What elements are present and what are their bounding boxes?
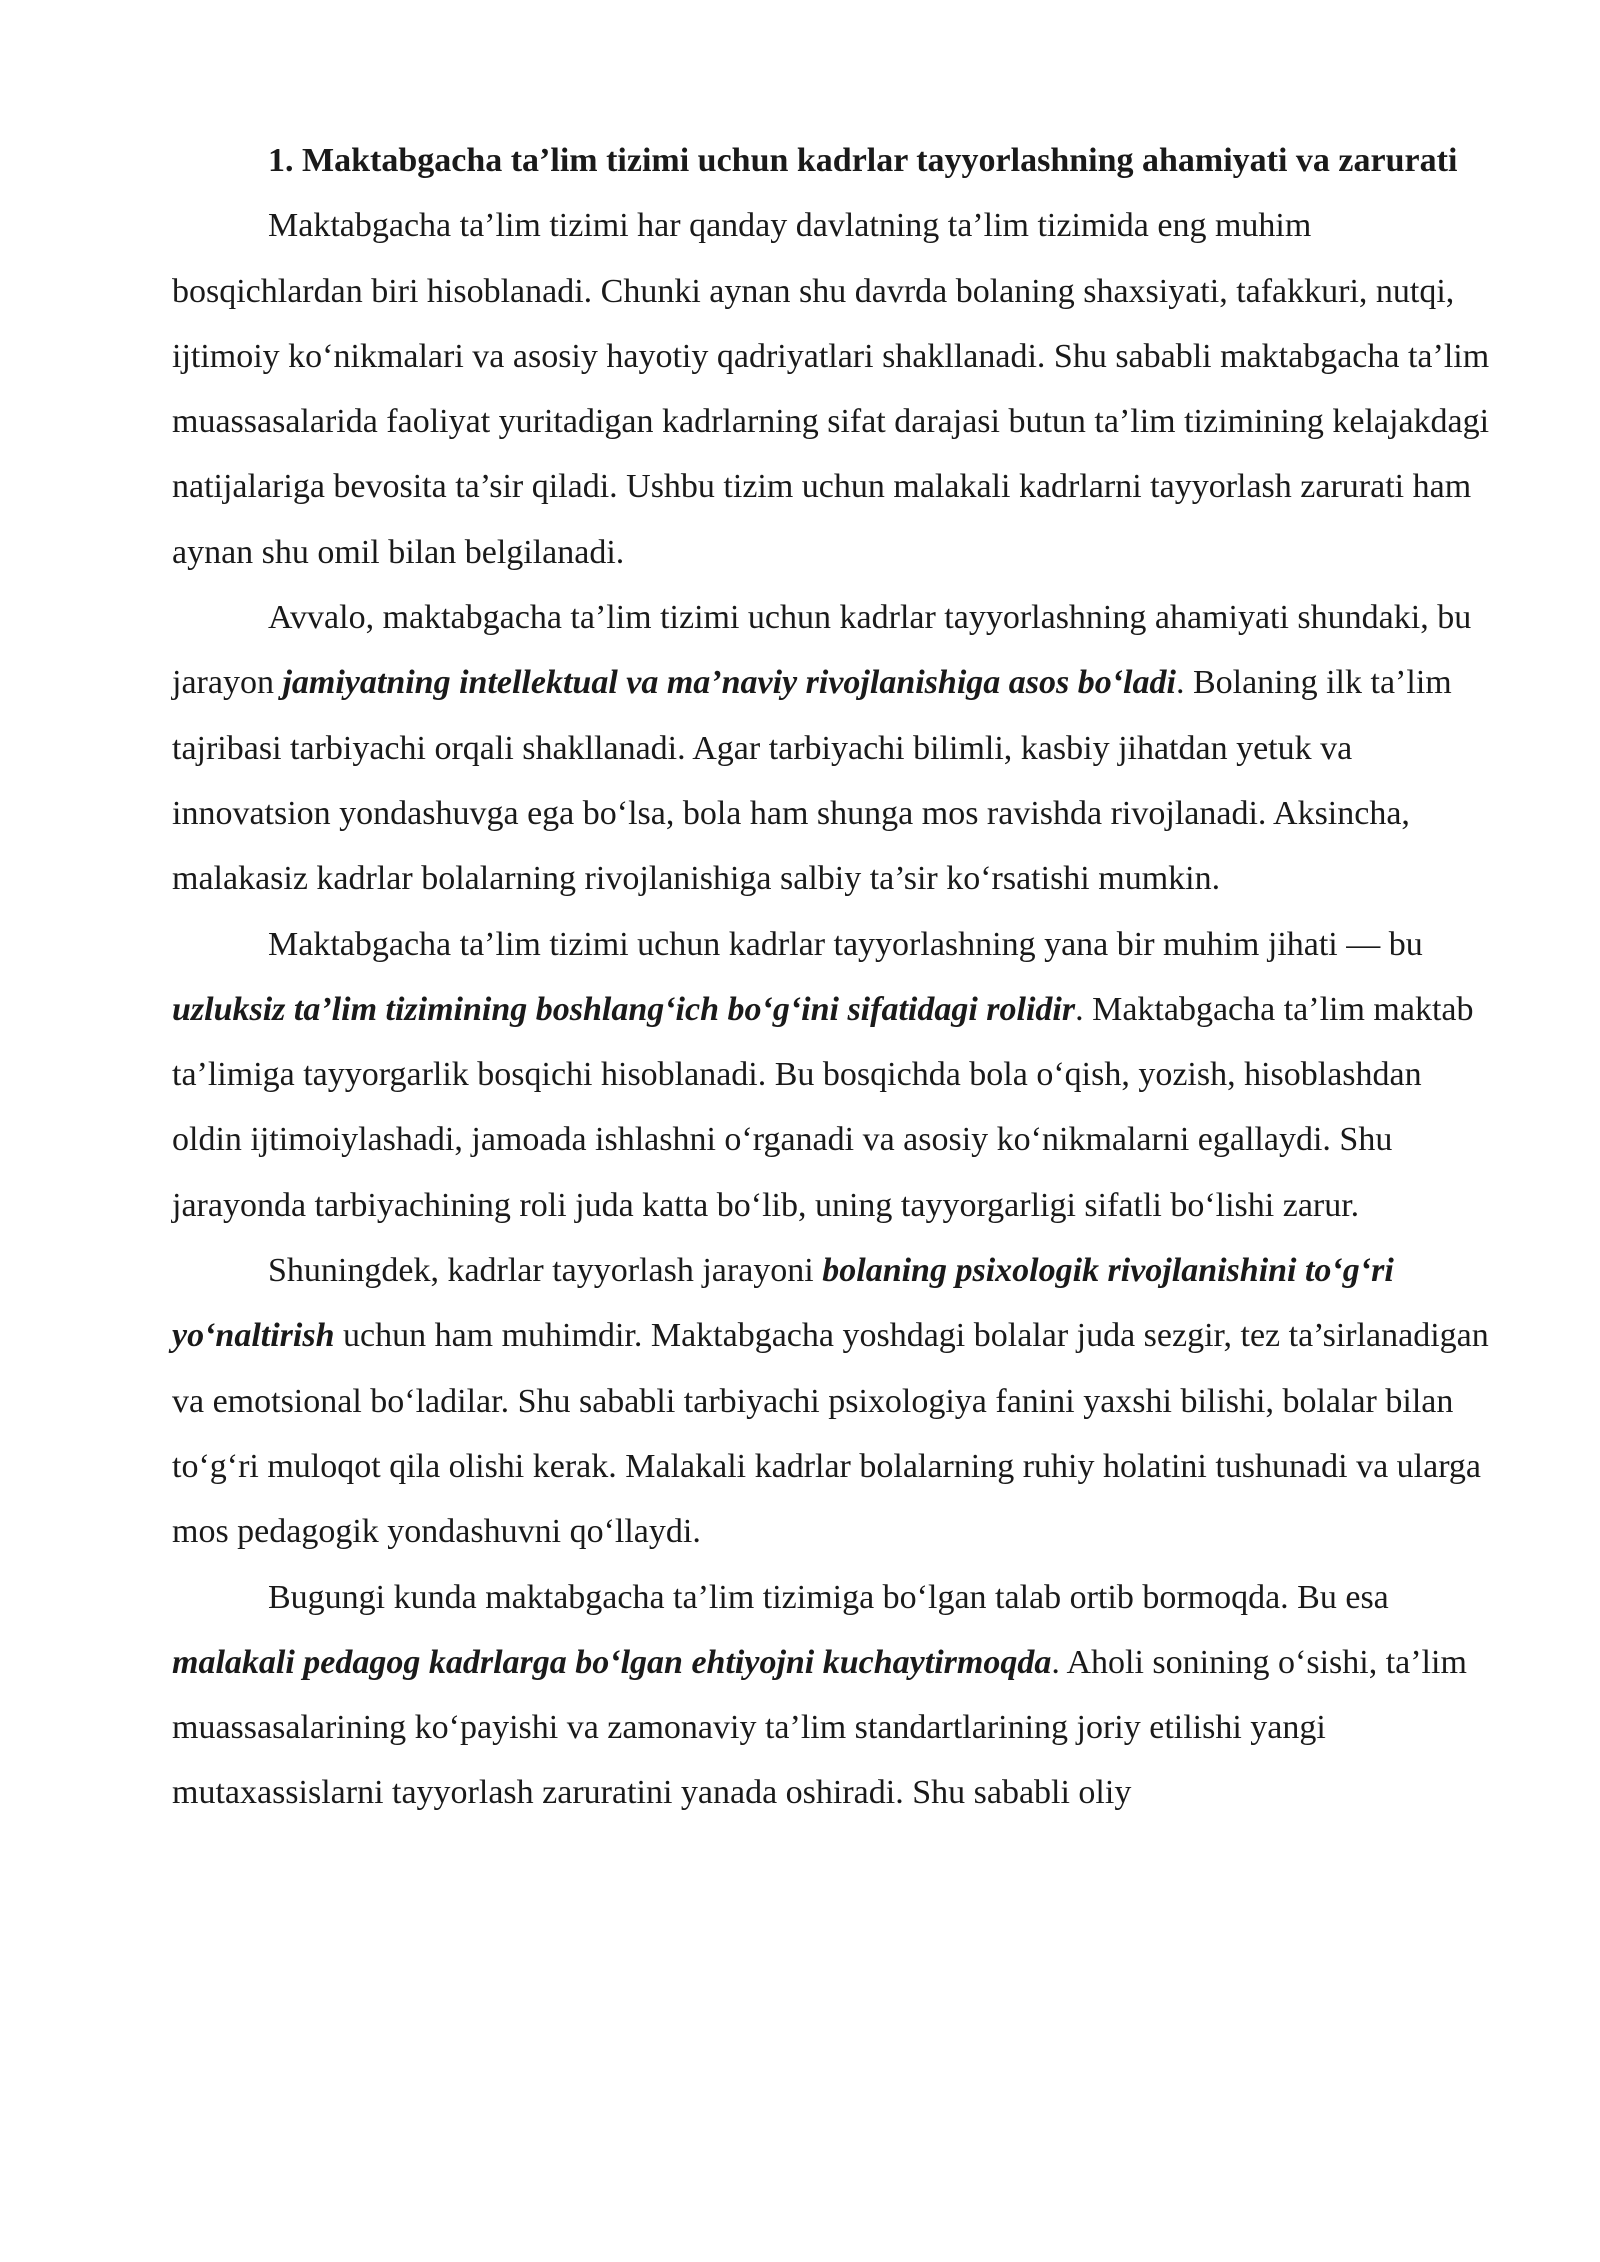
paragraph-2-emphasis: jamiyatning intellektual va ma’naviy rivojlanishiga asos bo‘ladi <box>282 664 1176 702</box>
paragraph-2-text-after: . Bolaning ilk ta’lim tajribasi tarbiyachi orqali shakllanadi. Agar tarbiyachi bilimli, kasbiy jihatdan yetuk va innovatsion yondashuvga ega bo‘lsa, bola ham shunga mos ravishda rivojlanadi. Aksincha, malakasiz kadrlar bolalarning rivojlanishiga salbiy ta’sir ko‘rsatishi mumkin. <box>172 664 1452 898</box>
paragraph-5-text-before: Bugungi kunda maktabgacha ta’lim tizimiga bo‘lgan talab ortib bormoqda. Bu esa <box>268 1578 1389 1616</box>
paragraph-1-text-before: Maktabgacha ta’lim tizimi har qanday davlatning ta’lim tizimida eng muhim bosqichlardan biri hisoblanadi. Chunki aynan shu davrda bolaning shaxsiyati, tafakkuri, nutqi, ijtimoiy ko‘nikmalari va asosiy hayotiy qadriyatlari shakllanadi. Shu sababli maktabgacha ta’lim muassasalarida faoliyat yuritadigan kadrlarning sifat darajasi butun ta’lim tizimining kelajakdagi natijalariga bevosita ta’sir qiladi. Ushbu tizim uchun malakali kadrlarni tayyorlash zarurati ham aynan shu omil bilan belgilanadi. <box>172 207 1490 571</box>
paragraph-4-text-after: uchun ham muhimdir. Maktabgacha yoshdagi bolalar juda sezgir, tez ta’sirlanadigan va emotsional bo‘ladilar. Shu sababli tarbiyachi psixologiya fanini yaxshi bilishi, bolalar bilan to‘g‘ri muloqot qila olishi kerak. Malakali kadrlar bolalarning ruhiy holatini tushunadi va ularga mos pedagogik yondashuvni qo‘llaydi. <box>172 1317 1489 1551</box>
paragraph-2 <box>172 585 1490 911</box>
paragraph-5-emphasis: malakali pedagog kadrlarga bo‘lgan ehtiyojni kuchaytirmoqda <box>172 1643 1052 1681</box>
paragraph-3-text-before: Maktabgacha ta’lim tizimi uchun kadrlar tayyorlashning yana bir muhim jihati — bu <box>268 925 1423 963</box>
paragraph-3 <box>172 912 1490 1238</box>
paragraph-4-emphasis: bolaning psixologik rivojlanishini to‘g‘ri yo‘naltirish <box>172 1252 1394 1355</box>
paragraph-2-text-before: Avvalo, maktabgacha ta’lim tizimi uchun kadrlar tayyorlashning ahamiyati shundaki, bu jarayon <box>172 599 1472 702</box>
document-body <box>172 128 1490 1826</box>
paragraph-3-emphasis: uzluksiz ta’lim tizimining boshlang‘ich bo‘g‘ini sifatidagi rolidir <box>172 990 1076 1028</box>
paragraph-5-text-after: . Aholi sonining o‘sishi, ta’lim muassasalarining ko‘payishi va zamonaviy ta’lim standartlarining joriy etilishi yangi mutaxassislarni tayyorlash zaruratini yanada oshiradi. Shu sababli oliy <box>172 1643 1467 1812</box>
paragraph-1 <box>172 193 1490 585</box>
paragraph-4-text-before: Shuningdek, kadrlar tayyorlash jarayoni <box>268 1252 823 1290</box>
paragraph-4 <box>172 1238 1490 1564</box>
paragraph-3-text-after: . Maktabgacha ta’lim maktab ta’limiga tayyorgarlik bosqichi hisoblanadi. Bu bosqichda bola o‘qish, yozish, hisoblashdan oldin ijtimoiylashadi, jamoada ishlashni o‘rganadi va asosiy ko‘nikmalarni egallaydi. Shu jarayonda tarbiyachining roli juda katta bo‘lib, uning tayyorgarligi sifatli bo‘lishi zarur. <box>172 990 1474 1224</box>
paragraph-5 <box>172 1565 1490 1826</box>
section-heading: 1. Maktabgacha ta’lim tizimi uchun kadrlar tayyorlashning ahamiyati va zarurati <box>268 142 1458 179</box>
